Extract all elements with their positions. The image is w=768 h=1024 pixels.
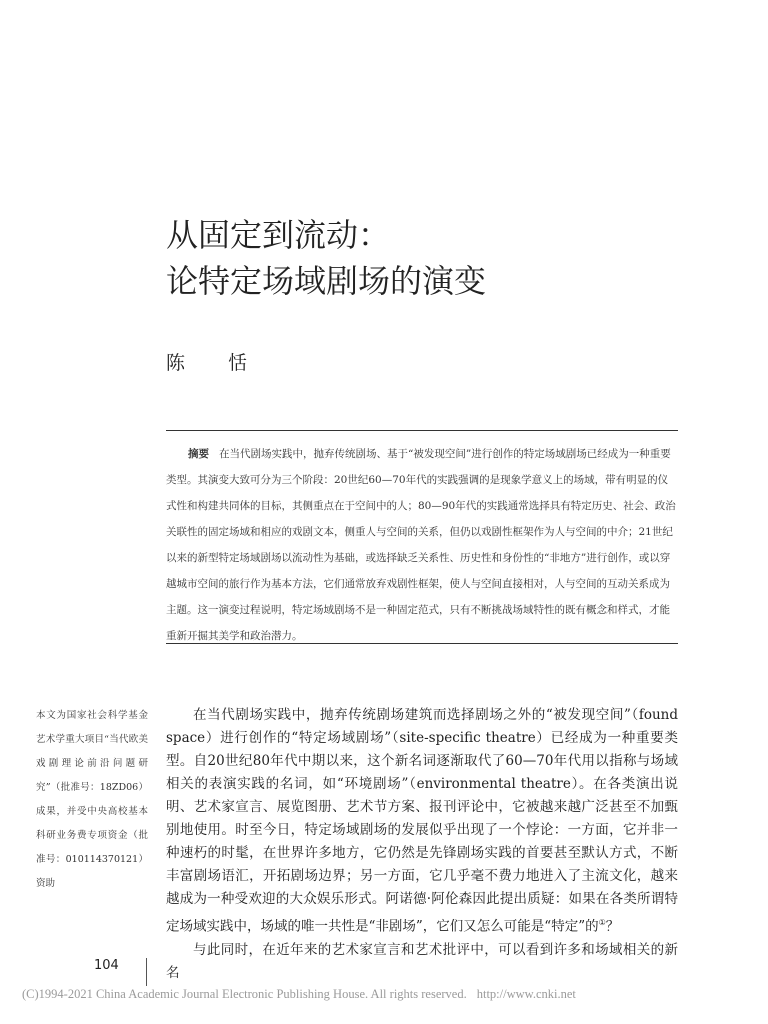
- author-name: 陈 恬: [166, 352, 260, 374]
- abstract-bottom-rule: [166, 643, 678, 644]
- footer-copyright: (C)1994-2021 China Academic Journal Electronic Publishing House. All rights reserved.: [22, 987, 467, 1001]
- abstract-label: 摘要: [188, 448, 209, 460]
- paragraph-text: 与此同时，在近年来的艺术家宣言和艺术批评中，可以看到许多和场域相关的新名: [166, 941, 678, 981]
- body-paragraph: [166, 939, 678, 985]
- title-line-2: 论特定场域剧场的演变: [166, 262, 487, 300]
- abstract-text: 在当代剧场实践中，抛弃传统剧场、基于“被发现空间”进行创作的特定场域剧场已经成为一种重要类型。其演变大致可分为三个阶段：20世纪60—70年代的实践强调的是现象学意义上的场域，带有明显的仪式性和构建共同体的目标，其侧重点在于空间中的人；80—90年代的实践通常选择具有特定历史、社会、政治关联性的固定场域和相应的戏剧文本，侧重人与空间的关系，但仍以戏剧性框架作为人与空间的中介；21世纪以来的新型特定场域剧场以流动性为基础，或选择缺乏关系性、历史性和身份性的“非地方”进行创作，或以穿越城市空间的旅行作为基本方法，它们通常放弃戏剧性框架，使人与空间直接相对，人与空间的互动关系成为主题。这一演变过程说明，特定场域剧场不是一种固定范式，只有不断挑战场域特性的既有概念和样式，才能重新开掘其美学和政治潜力。: [166, 448, 676, 642]
- footnote-ref[interactable]: ①: [598, 918, 606, 927]
- body-paragraph: [166, 704, 678, 939]
- footer: [22, 987, 576, 1002]
- funding-note: 本文为国家社会科学基金艺术学重大项目“当代欧美戏剧理论前沿问题研究”（批准号：18ZD06）成果，并受中央高校基本科研业务费专项资金（批准号：010114370121）资助: [36, 710, 148, 889]
- paragraph-text-end: ？: [605, 918, 620, 935]
- title-line-1: 从固定到流动：: [166, 216, 391, 254]
- paper-title: [166, 212, 486, 304]
- abstract: [166, 441, 678, 649]
- paragraph-text: 在当代剧场实践中，抛弃传统剧场建筑而选择剧场之外的“被发现空间”（found space）进行创作的“特定场域剧场”（site-specific theatre）已经成为一种重要类型。自20世纪80年代中期以来，这个新名词逐渐取代了60—70年代用以指称与场域相关的表演实践的名词，如“环境剧场”（environmental theatre）。在各类演出说明、艺术家宣言、展览图册、艺术节方案、报刊评论中，它被越来越广泛甚至不加甄别地使用。时至今日，特定场域剧场的发展似乎出现了一个悖论：一方面，它并非一种速朽的时髦，在世界许多地方，它仍然是先锋剧场实践的首要甚至默认方式，不断丰富剧场语汇，开拓剧场边界；另一方面，它几乎毫不费力地进入了主流文化，越来越成为一种受欢迎的大众娱乐形式。阿诺德·阿伦森因此提出质疑：如果在各类所谓特定场域实践中，场域的唯一共性是“非剧场”，它们又怎么可能是“特定”的: [166, 707, 678, 935]
- abstract-top-rule: [166, 430, 678, 431]
- main-body: [166, 704, 678, 985]
- footer-url[interactable]: http://www.cnki.net: [476, 987, 576, 1001]
- page-number-divider: [146, 958, 147, 986]
- page-number: 104: [94, 958, 119, 973]
